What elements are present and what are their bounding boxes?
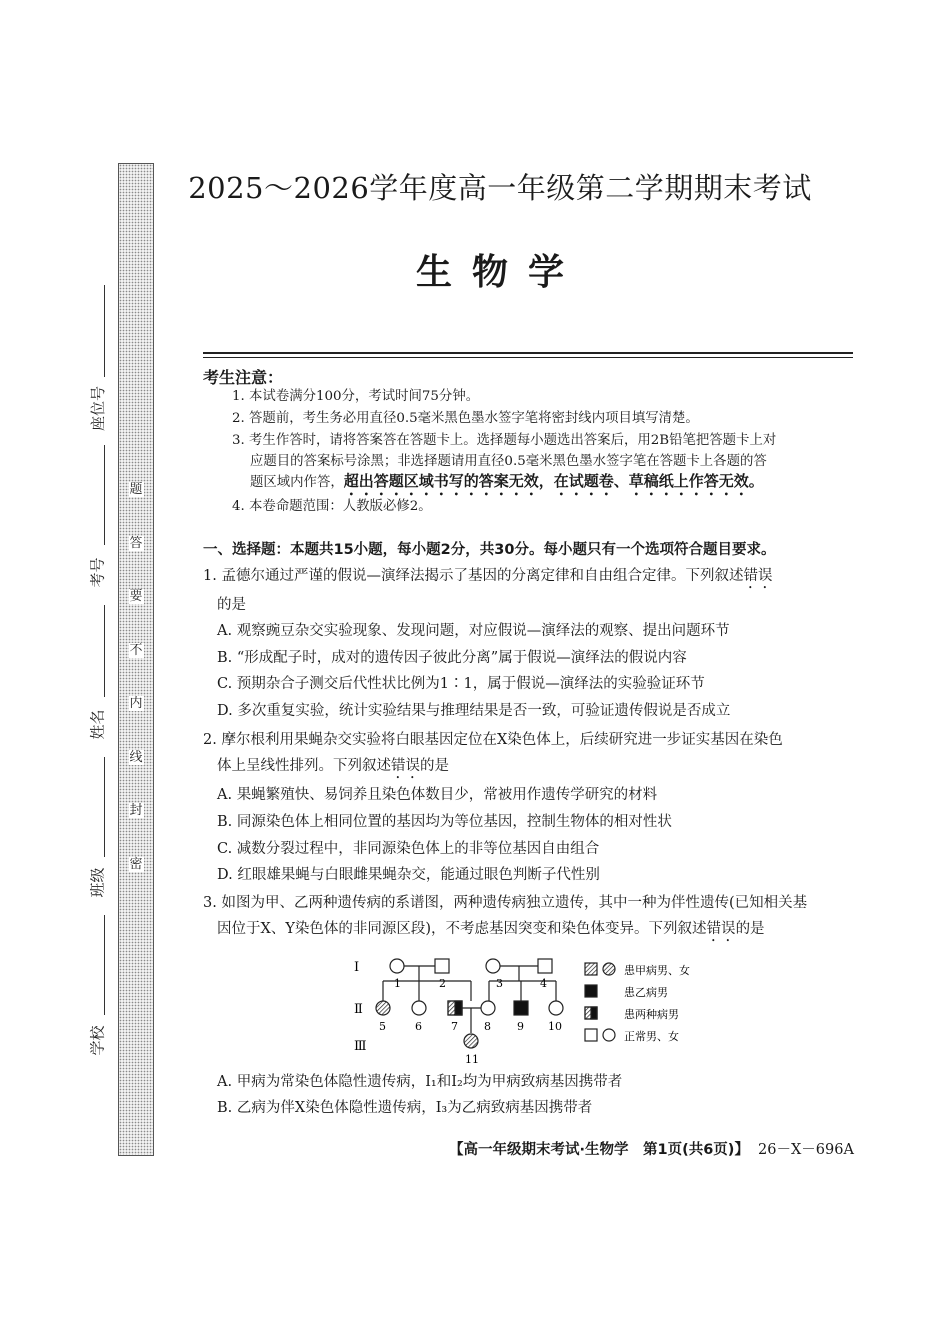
section-heading: 一、选择题：本题共15小题，每小题2分，共30分。每小题只有一个选项符合题目要求。: [203, 542, 776, 558]
seal-char: 要: [129, 589, 143, 605]
name-field[interactable]: [104, 605, 105, 697]
individual-4: [538, 959, 552, 973]
q1-stem-line2: 的是: [217, 597, 246, 613]
school-field[interactable]: [104, 915, 105, 1015]
legend-hatched-male: [585, 963, 597, 975]
seal-char: 内: [129, 696, 143, 712]
q2-option-a: A. 果蝇繁殖快、易饲养且染色体数目少，常被用作遗传学研究的材料: [217, 787, 658, 803]
q3-stem-text: 因位于X、Y染色体的非同源区段)，不考虑基因突变和染色体变异。下列叙述: [217, 921, 707, 937]
q2-stem-line2: [217, 755, 449, 782]
q2-stem: 2. 摩尔根利用果蝇杂交实验将白眼基因定位在X染色体上，后续研究进一步证实基因在染色: [203, 732, 783, 748]
subject-title: 生物学: [415, 252, 584, 293]
seat-field[interactable]: [104, 285, 105, 377]
q2-option-d: D. 红眼雄果蝇与白眼雌果蝇杂交，能通过眼色判断子代性别: [217, 867, 600, 883]
q1-stem: [203, 565, 772, 592]
individual-number: 1: [394, 977, 401, 990]
q1-stem-text: 1. 孟德尔通过严谨的假说—演绎法揭示了基因的分离定律和自由组合定律。下列叙述: [203, 568, 744, 584]
q1-option-a: A. 观察豌豆杂交实验现象、发现问题，对应假说—演绎法的观察、提出问题环节: [217, 623, 730, 639]
individual-number: 6: [415, 1020, 422, 1033]
notice-heading: 考生注意：: [203, 368, 284, 387]
class-label: 班级: [88, 867, 107, 898]
legend-both-male: [585, 1007, 597, 1019]
exam-no-field[interactable]: [104, 445, 105, 545]
q3-stem-line2: [217, 918, 765, 945]
individual-number: 7: [451, 1020, 458, 1033]
individual-8: [481, 1001, 495, 1015]
notice-text: 题区域内作答，: [250, 475, 344, 490]
paper-code: 26－X－696A: [758, 1142, 854, 1158]
q2-option-b: B. 同源染色体上相同位置的基因均为等位基因，控制生物体的相对性状: [217, 814, 672, 830]
legend-hatched-female: [603, 963, 615, 975]
legend-normal-female: [603, 1029, 615, 1041]
legend-normal-male: [585, 1029, 597, 1041]
seal-char: 线: [129, 749, 143, 765]
school-label: 学校: [88, 1025, 107, 1056]
notice-emphasis: 超出答题区域书写的答案无效，在试题卷、草稿纸上作答无效。: [343, 472, 764, 490]
notice-item: 1. 本试卷满分100分，考试时间75分钟。: [232, 389, 480, 404]
generation-label: Ⅰ: [354, 960, 360, 975]
legend-label: 患甲病男、女: [624, 964, 690, 977]
seal-char: 密: [129, 856, 143, 872]
individual-10: [549, 1001, 563, 1015]
individual-6: [412, 1001, 426, 1015]
seal-char: 不: [129, 642, 143, 658]
seal-char: 答: [129, 535, 143, 551]
q2-stem-text: 的是: [420, 758, 449, 774]
pedigree-chart: [340, 950, 740, 1068]
class-field[interactable]: [104, 757, 105, 857]
notice-item: 2. 答题前，考生务必用直径0.5毫米黑色墨水签字笔将密封线内项目填写清楚。: [232, 411, 699, 426]
individual-2: [435, 959, 449, 973]
legend-label: 正常男、女: [624, 1030, 679, 1043]
page-footer: 【高一年级期末考试·生物学 第1页(共6页)】: [449, 1142, 749, 1158]
divider: [203, 357, 853, 358]
legend-black-male: [585, 985, 597, 997]
name-label: 姓名: [88, 709, 107, 740]
generation-label: Ⅲ: [354, 1039, 367, 1054]
notice-item: [250, 472, 764, 499]
seal-char: 题: [129, 482, 143, 497]
individual-3: [486, 959, 500, 973]
q3-stem: 3. 如图为甲、乙两种遗传病的系谱图，两种遗传病独立遗传，其中一种为伴性遗传(已知相关基: [203, 895, 808, 911]
q2-stem-text: 体上呈线性排列。下列叙述: [217, 758, 391, 774]
individual-number: 3: [496, 977, 503, 990]
q2-option-c: C. 减数分裂过程中，非同源染色体上的非等位基因自由组合: [217, 841, 600, 857]
seal-char: 封: [129, 803, 143, 819]
legend-label: 患乙病男: [624, 986, 668, 999]
individual-number: 11: [465, 1053, 479, 1066]
q3-option-b: B. 乙病为伴X染色体隐性遗传病，I₃为乙病致病基因携带者: [217, 1100, 593, 1116]
individual-number: 2: [439, 977, 446, 990]
exam-title: 2025～2026学年度高一年级第二学期期末考试: [188, 171, 812, 205]
q3-stem-text: 的是: [735, 921, 765, 937]
q3-option-a: A. 甲病为常染色体隐性遗传病，I₁和I₂均为甲病致病基因携带者: [217, 1074, 623, 1090]
seat-label: 座位号: [89, 385, 108, 432]
q3-emphasis: 错误: [706, 921, 736, 937]
notice-item: 3. 考生作答时，请将答案答在答题卡上。选择题每小题选出答案后，用2B铅笔把答题卡上对: [232, 433, 777, 448]
individual-11: [464, 1034, 478, 1048]
individual-number: 9: [517, 1020, 524, 1033]
notice-item: 4. 本卷命题范围：人教版必修2。: [232, 499, 432, 514]
individual-7: [448, 1001, 462, 1015]
generation-label: Ⅱ: [354, 1002, 363, 1017]
individual-number: 8: [484, 1020, 491, 1033]
q1-option-c: C. 预期杂合子测交后代性状比例为1∶1，属于假说—演绎法的实验验证环节: [217, 676, 705, 692]
individual-number: 5: [379, 1020, 386, 1033]
seal-line-text: [128, 482, 144, 872]
divider: [203, 352, 853, 354]
individual-1: [390, 959, 404, 973]
q1-option-b: B. “形成配子时，成对的遗传因子彼此分离”属于假说—演绎法的假说内容: [217, 650, 687, 666]
notice-item: 应题目的答案标号涂黑；非选择题请用直径0.5毫米黑色墨水签字笔在答题卡上各题的答: [250, 454, 767, 469]
q1-option-d: D. 多次重复实验，统计实验结果与推理结果是否一致，可验证遗传假说是否成立: [217, 703, 731, 719]
individual-number: 10: [548, 1020, 562, 1033]
q1-emphasis: 错误: [743, 568, 773, 584]
individual-5: [376, 1001, 390, 1015]
individual-9: [514, 1001, 528, 1015]
individual-number: 4: [540, 977, 547, 990]
exam-no-label: 考号: [88, 557, 107, 588]
legend-label: 患两种病男: [624, 1008, 679, 1021]
q2-emphasis: 错误: [391, 758, 420, 774]
